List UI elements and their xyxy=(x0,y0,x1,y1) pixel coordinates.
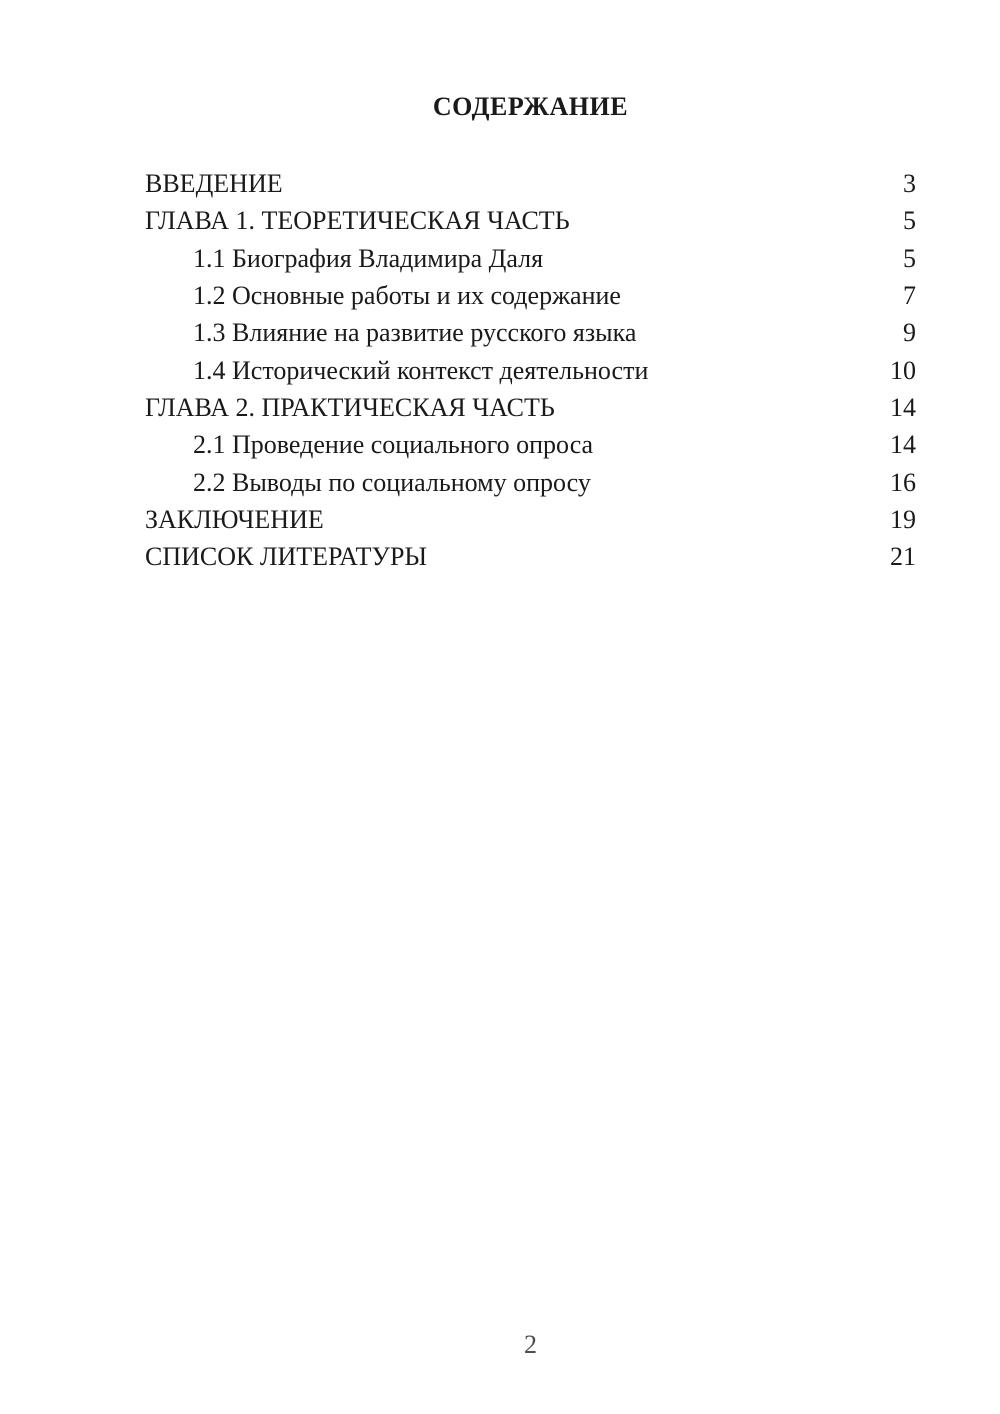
toc-page-number: 9 xyxy=(903,318,916,348)
toc-row xyxy=(145,538,916,575)
toc-entry-label: 2.2 Выводы по социальному опросу xyxy=(193,467,591,497)
toc-entry-label: 1.1 Биография Владимира Даля xyxy=(193,243,544,273)
toc-row xyxy=(145,240,916,277)
toc-row xyxy=(145,501,916,538)
toc-entry-label: 2.1 Проведение социального опроса xyxy=(193,430,594,460)
toc-page-number: 14 xyxy=(890,393,916,423)
toc-entry-label: ЗАКЛЮЧЕНИЕ xyxy=(145,505,324,535)
toc-page-number: 3 xyxy=(903,169,916,198)
toc-entry-label: 1.4 Исторический контекст деятельности xyxy=(193,355,649,385)
table-of-contents xyxy=(145,165,916,576)
toc-page-number: 7 xyxy=(903,281,916,311)
toc-row xyxy=(145,426,916,463)
page-title: СОДЕРЖАНИЕ xyxy=(432,92,629,121)
toc-row xyxy=(145,165,916,202)
toc-entry-label: 1.2 Основные работы и их содержание xyxy=(193,281,621,311)
page-content xyxy=(145,0,916,576)
toc-page-number: 14 xyxy=(890,430,916,460)
toc-row xyxy=(145,202,916,239)
toc-entry-label: ГЛАВА 2. ПРАКТИЧЕСКАЯ ЧАСТЬ xyxy=(145,393,555,423)
toc-page-number: 16 xyxy=(890,467,916,497)
toc-row xyxy=(145,464,916,501)
toc-page-number: 10 xyxy=(890,355,916,385)
toc-row xyxy=(145,277,916,314)
toc-page-number: 5 xyxy=(903,243,916,273)
toc-row xyxy=(145,314,916,351)
toc-entry-label: СПИСОК ЛИТЕРАТУРЫ xyxy=(145,542,428,572)
toc-entry-label: 1.3 Влияние на развитие русского языка xyxy=(193,318,637,348)
toc-row xyxy=(145,352,916,389)
toc-row xyxy=(145,389,916,426)
footer-page-number: 2 xyxy=(524,1330,537,1359)
toc-page-number: 5 xyxy=(903,206,916,236)
toc-page-number: 21 xyxy=(890,542,916,572)
toc-page-number: 19 xyxy=(890,505,916,535)
toc-entry-label: ВВЕДЕНИЕ xyxy=(145,169,283,198)
toc-entry-label: ГЛАВА 1. ТЕОРЕТИЧЕСКАЯ ЧАСТЬ xyxy=(145,206,570,236)
